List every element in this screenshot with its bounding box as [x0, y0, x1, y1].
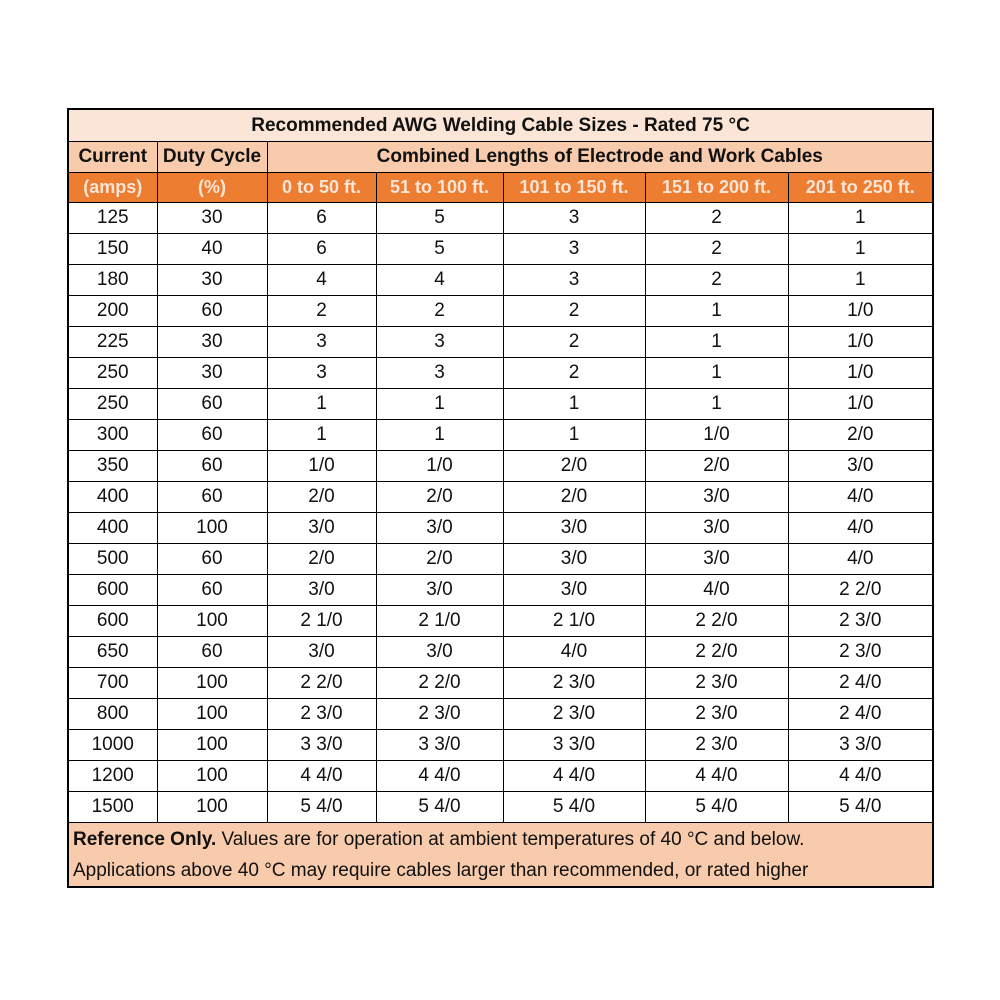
table-row	[68, 761, 933, 792]
table-cell: 400	[68, 482, 157, 513]
column-header-combined-lengths: Combined Lengths of Electrode and Work Cables	[267, 142, 933, 173]
table-cell: 1200	[68, 761, 157, 792]
table-cell: 5 4/0	[376, 792, 503, 823]
table-cell: 2/0	[376, 544, 503, 575]
table-cell: 2/0	[645, 451, 788, 482]
table-cell: 60	[157, 637, 267, 668]
length-header-101-150: 101 to 150 ft.	[503, 173, 645, 203]
table-cell: 3 3/0	[788, 730, 933, 761]
table-cell: 60	[157, 296, 267, 327]
table-cell: 2/0	[503, 482, 645, 513]
length-header-0-50: 0 to 50 ft.	[267, 173, 376, 203]
table-unit-header-row	[68, 173, 933, 203]
length-header-201-250: 201 to 250 ft.	[788, 173, 933, 203]
table-row	[68, 575, 933, 606]
table-row	[68, 668, 933, 699]
table-row	[68, 699, 933, 730]
table-row	[68, 358, 933, 389]
table-cell: 3/0	[645, 482, 788, 513]
table-cell: 2 3/0	[788, 637, 933, 668]
table-cell: 1	[376, 389, 503, 420]
table-cell: 60	[157, 482, 267, 513]
table-cell: 4	[376, 265, 503, 296]
table-cell: 100	[157, 792, 267, 823]
table-cell: 3 3/0	[376, 730, 503, 761]
footnote-line1: Values are for operation at ambient temperatures of 40 °C and below.	[216, 828, 805, 850]
table-cell: 1000	[68, 730, 157, 761]
table-cell: 1/0	[788, 296, 933, 327]
table-cell: 4/0	[645, 575, 788, 606]
table-cell: 30	[157, 358, 267, 389]
table-cell: 150	[68, 234, 157, 265]
table-cell: 4/0	[788, 482, 933, 513]
table-row	[68, 637, 933, 668]
table-cell: 4 4/0	[267, 761, 376, 792]
column-header-current: Current	[68, 142, 157, 173]
table-cell: 5	[376, 234, 503, 265]
table-cell: 200	[68, 296, 157, 327]
table-cell: 5	[376, 203, 503, 234]
table-cell: 500	[68, 544, 157, 575]
footnote-row	[68, 823, 933, 888]
unit-header-percent: (%)	[157, 173, 267, 203]
table-cell: 350	[68, 451, 157, 482]
table-cell: 60	[157, 451, 267, 482]
table-cell: 3/0	[503, 575, 645, 606]
table-cell: 3/0	[376, 575, 503, 606]
table-cell: 2 2/0	[645, 637, 788, 668]
welding-cable-table	[67, 108, 934, 888]
table-cell: 1	[503, 389, 645, 420]
table-row	[68, 544, 933, 575]
footnote-lead: Reference Only.	[73, 828, 217, 850]
table-cell: 2 3/0	[376, 699, 503, 730]
table-cell: 1/0	[267, 451, 376, 482]
table-row	[68, 203, 933, 234]
column-header-duty-cycle: Duty Cycle	[157, 142, 267, 173]
table-cell: 4/0	[788, 544, 933, 575]
table-cell: 5 4/0	[788, 792, 933, 823]
table-row	[68, 513, 933, 544]
table-cell: 3	[267, 327, 376, 358]
table-cell: 4/0	[788, 513, 933, 544]
table-cell: 100	[157, 730, 267, 761]
table-cell: 2 3/0	[645, 668, 788, 699]
table-cell: 100	[157, 699, 267, 730]
table-cell: 3	[503, 203, 645, 234]
table-cell: 100	[157, 513, 267, 544]
table-cell: 2	[503, 358, 645, 389]
table-cell: 30	[157, 203, 267, 234]
table-cell: 6	[267, 234, 376, 265]
table-cell: 1	[267, 389, 376, 420]
table-cell: 125	[68, 203, 157, 234]
table-cell: 30	[157, 265, 267, 296]
footnote-line2: Applications above 40 °C may require cables larger than recommended, or rated higher	[73, 859, 809, 881]
table-cell: 2	[503, 296, 645, 327]
table-cell: 2 1/0	[503, 606, 645, 637]
table-cell: 2/0	[267, 544, 376, 575]
table-cell: 3/0	[503, 513, 645, 544]
table-cell: 300	[68, 420, 157, 451]
table-cell: 2 2/0	[645, 606, 788, 637]
table-cell: 5 4/0	[645, 792, 788, 823]
table-cell: 3	[267, 358, 376, 389]
table-cell: 2/0	[376, 482, 503, 513]
table-title-row	[68, 109, 933, 142]
table-cell: 3/0	[376, 637, 503, 668]
table-cell: 100	[157, 761, 267, 792]
table-cell: 400	[68, 513, 157, 544]
table-cell: 2 4/0	[788, 699, 933, 730]
table-cell: 2/0	[788, 420, 933, 451]
table-cell: 4 4/0	[645, 761, 788, 792]
table-cell: 2 2/0	[267, 668, 376, 699]
table-cell: 1	[788, 234, 933, 265]
table-title: Recommended AWG Welding Cable Sizes - Rated 75 °C	[68, 109, 933, 142]
table-cell: 700	[68, 668, 157, 699]
table-cell: 100	[157, 668, 267, 699]
table-cell: 2 3/0	[267, 699, 376, 730]
table-cell: 3/0	[267, 575, 376, 606]
table-cell: 3/0	[267, 637, 376, 668]
table-cell: 2 3/0	[645, 699, 788, 730]
table-cell: 2	[645, 265, 788, 296]
table-row	[68, 792, 933, 823]
table-cell: 4/0	[503, 637, 645, 668]
table-cell: 1	[788, 265, 933, 296]
table-cell: 600	[68, 575, 157, 606]
table-cell: 3/0	[645, 513, 788, 544]
table-cell: 60	[157, 575, 267, 606]
table-cell: 1/0	[788, 358, 933, 389]
table-cell: 2 3/0	[645, 730, 788, 761]
table-cell: 2 1/0	[267, 606, 376, 637]
table-cell: 1	[645, 296, 788, 327]
unit-header-amps: (amps)	[68, 173, 157, 203]
table-group-header-row	[68, 142, 933, 173]
length-header-51-100: 51 to 100 ft.	[376, 173, 503, 203]
table-cell: 650	[68, 637, 157, 668]
table-cell: 2 2/0	[788, 575, 933, 606]
length-header-151-200: 151 to 200 ft.	[645, 173, 788, 203]
table-cell: 100	[157, 606, 267, 637]
table-row	[68, 296, 933, 327]
table-cell: 250	[68, 389, 157, 420]
awg-cable-size-table	[67, 108, 934, 888]
table-row	[68, 730, 933, 761]
table-cell: 1	[645, 327, 788, 358]
table-cell: 1	[645, 389, 788, 420]
table-cell: 60	[157, 420, 267, 451]
table-body	[68, 203, 933, 823]
table-cell: 3	[503, 265, 645, 296]
footnote-cell	[68, 823, 933, 888]
table-row	[68, 327, 933, 358]
table-cell: 2 2/0	[376, 668, 503, 699]
table-cell: 5 4/0	[267, 792, 376, 823]
table-cell: 40	[157, 234, 267, 265]
table-cell: 2/0	[503, 451, 645, 482]
table-cell: 4	[267, 265, 376, 296]
table-row	[68, 389, 933, 420]
table-cell: 5 4/0	[503, 792, 645, 823]
table-row	[68, 265, 933, 296]
table-cell: 2/0	[267, 482, 376, 513]
table-row	[68, 606, 933, 637]
table-cell: 3 3/0	[267, 730, 376, 761]
table-cell: 2	[645, 203, 788, 234]
table-cell: 4 4/0	[503, 761, 645, 792]
table-cell: 1	[376, 420, 503, 451]
table-cell: 2	[503, 327, 645, 358]
table-cell: 1	[788, 203, 933, 234]
table-cell: 1	[267, 420, 376, 451]
table-cell: 4 4/0	[376, 761, 503, 792]
table-cell: 1/0	[376, 451, 503, 482]
table-cell: 3/0	[267, 513, 376, 544]
table-cell: 2 3/0	[503, 668, 645, 699]
table-cell: 250	[68, 358, 157, 389]
table-cell: 3	[376, 327, 503, 358]
table-cell: 2 3/0	[788, 606, 933, 637]
table-cell: 225	[68, 327, 157, 358]
table-cell: 1	[503, 420, 645, 451]
table-cell: 2	[376, 296, 503, 327]
table-row	[68, 420, 933, 451]
table-cell: 3	[503, 234, 645, 265]
table-cell: 2 3/0	[503, 699, 645, 730]
table-cell: 3/0	[376, 513, 503, 544]
table-cell: 1	[645, 358, 788, 389]
table-cell: 180	[68, 265, 157, 296]
table-row	[68, 482, 933, 513]
table-cell: 3 3/0	[503, 730, 645, 761]
table-cell: 1/0	[788, 327, 933, 358]
table-cell: 2 4/0	[788, 668, 933, 699]
table-cell: 3	[376, 358, 503, 389]
table-cell: 2 1/0	[376, 606, 503, 637]
table-cell: 6	[267, 203, 376, 234]
table-cell: 3/0	[788, 451, 933, 482]
table-cell: 2	[645, 234, 788, 265]
table-row	[68, 234, 933, 265]
table-cell: 3/0	[503, 544, 645, 575]
table-cell: 30	[157, 327, 267, 358]
table-cell: 4 4/0	[788, 761, 933, 792]
table-cell: 60	[157, 544, 267, 575]
table-cell: 1/0	[645, 420, 788, 451]
table-cell: 60	[157, 389, 267, 420]
table-cell: 1/0	[788, 389, 933, 420]
table-row	[68, 451, 933, 482]
table-cell: 600	[68, 606, 157, 637]
table-cell: 800	[68, 699, 157, 730]
table-cell: 1500	[68, 792, 157, 823]
table-cell: 2	[267, 296, 376, 327]
table-cell: 3/0	[645, 544, 788, 575]
